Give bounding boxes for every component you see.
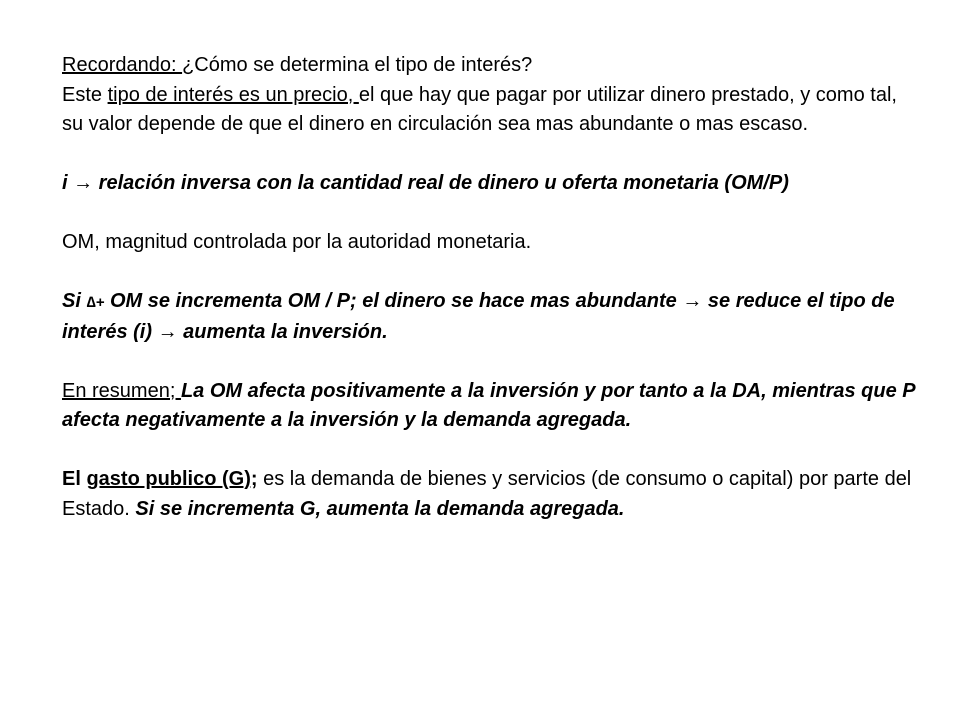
- spacer: [62, 436, 922, 466]
- public-spending-definition: es la demanda de bienes y servicios (de consumo o capital) por parte del Estado.: [62, 468, 912, 520]
- recordando-label: Recordando:: [62, 54, 183, 76]
- intro-line-pre: Este: [62, 83, 108, 106]
- public-spending-term: gasto publico (G): [86, 468, 251, 490]
- spacer: [62, 140, 922, 170]
- relation-paragraph: i → relación inversa con la cantidad real de dinero u oferta monetaria (OM/P): [62, 172, 789, 194]
- increase-pre: Si: [62, 290, 87, 312]
- increase-post: OM se incrementa OM / P; el dinero se hace mas abundante → se reduce el tipo de interés (i) → aumenta la inversión.: [62, 290, 895, 343]
- delta-symbol: ∆+: [86, 294, 105, 311]
- intro-paragraph: [62, 51, 922, 140]
- public-spending-paragraph: [62, 465, 922, 524]
- spacer: [62, 199, 922, 229]
- spacer: [62, 347, 922, 377]
- spacer: [62, 258, 922, 288]
- intro-question: ¿Cómo se determina el tipo de interés?: [182, 54, 533, 76]
- public-spending-semicolon: ;: [250, 468, 258, 490]
- slide-text-body: [62, 51, 922, 524]
- increase-paragraph: [62, 287, 922, 347]
- public-spending-pre: El: [62, 468, 87, 490]
- summary-paragraph: [62, 377, 922, 436]
- intro-underlined-phrase: tipo de interés es un precio,: [107, 83, 359, 106]
- public-spending-effect: Si se incrementa G, aumenta la demanda agregada.: [135, 497, 625, 520]
- om-paragraph: OM, magnitud controlada por la autoridad monetaria.: [62, 231, 532, 253]
- intro-line-post: el que hay que pagar por utilizar dinero prestado, y como tal, su valor depende de que el dinero en circulación sea mas abundante o mas escaso.: [62, 83, 897, 135]
- summary-label: En resumen;: [62, 379, 181, 402]
- summary-text: La OM afecta positivamente a la inversión y por tanto a la DA, mientras que P afecta negativamente a la inversión y la demanda agregada.: [62, 379, 915, 431]
